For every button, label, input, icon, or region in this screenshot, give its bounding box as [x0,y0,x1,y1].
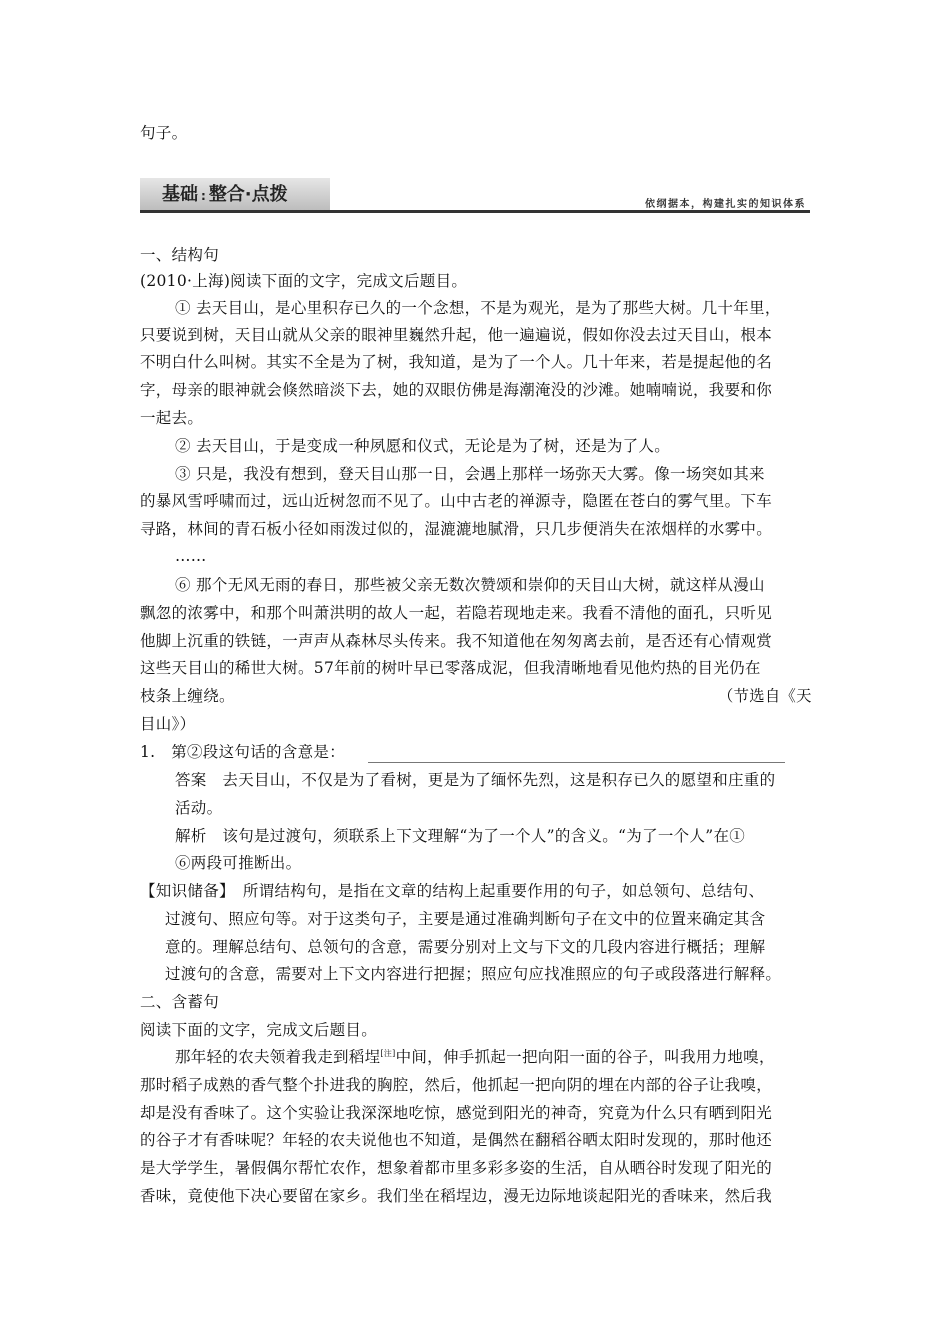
passage-line: 飘忽的浓雾中，和那个叫萧洪明的故人一起，若隐若现地走来。我看不清他的面孔，只听见 [140,604,773,622]
header-title-b: 整合·点拨 [208,184,288,205]
header-slogan: 依纲据本，构建扎实的知识体系 [645,199,806,210]
passage-line: 一起去。 [140,409,204,427]
header-sep: : [201,189,206,203]
passage2-line-end: 中间，伸手抓起一把向阳一面的谷子，叫我用力地嗅， [395,1048,775,1066]
passage2-line-start: 那年轻的农夫领着我走到稻埕 [175,1048,381,1066]
passage-line: 不明白什么叫树。其实不全是为了树，我知道，是为了一个人。几十年来，若是提起他的名 [140,353,773,371]
header-title [162,184,288,207]
passage-line: ③ 只是，我没有想到，登天目山那一日，会遇上那样一场弥天大雾。像一场突如其来 [175,465,765,483]
section2-instruction: 阅读下面的文字，完成文后题目。 [140,1021,378,1039]
source-note-cont: 目山》） [140,715,196,733]
passage2-line: 却是没有香味了。这个实验让我深深地吃惊，感觉到阳光的神奇，究竟为什么只有晒到阳光 [140,1104,773,1122]
passage2-line: 香味，竟使他下决心要留在家乡。我们坐在稻埕边，漫无边际地谈起阳光的香味来，然后我 [140,1187,773,1205]
passage-line: 只要说到树，天目山就从父亲的眼神里巍然升起，他一遍遍说，假如你没去过天目山，根本 [140,326,773,344]
analysis-line: 解析 该句是过渡句，须联系上下文理解“为了一个人”的含义。“为了一个人”在① [175,827,746,845]
section1-source-line: (2010·上海)阅读下面的文字，完成文后题目。 [140,272,468,290]
passage2-line [175,1047,775,1067]
passage-line: ⑥ 那个无风无雨的春日，那些被父亲无数次赞颂和崇仰的天目山大树，就这样从漫山 [175,576,765,594]
passage-line: ① 去天目山，是心里积存已久的一个念想，不是为观光，是为了那些大树。几十年里， [175,299,781,317]
section-header [140,178,810,214]
passage-line: 的暴风雪呼啸而过，远山近树忽而不见了。山中古老的禅源寺，隐匿在苍白的雾气里。下车 [140,492,773,510]
answer-line: 答案 去天目山，不仅是为了看树，更是为了缅怀先烈，这是积存已久的愿望和庄重的 [175,771,776,789]
knowledge-line: 意的。理解总结句、总领句的含意，需要分别对上文与下文的几段内容进行概括；理解 [165,938,766,956]
knowledge-line: 过渡句的含意，需要对上下文内容进行把握；照应句应找准照应的句子或段落进行解释。 [165,965,782,983]
passage-line: 枝条上缠绕。 [140,687,235,705]
section1-heading: 一、结构句 [140,246,220,264]
question-1: 1. 第②段这句话的含意是： [140,743,345,761]
passage-line: 这些天目山的稀世大树。57年前的树叶早已零落成泥，但我清晰地看见他灼热的目光仍在 [140,659,761,677]
header-rule [140,210,810,213]
section2-heading: 二、含蓄句 [140,993,220,1011]
knowledge-line: 过渡句、照应句等。对于这类句子，主要是通过准确判断句子在文中的位置来确定其含 [165,910,766,928]
passage2-line: 那时稻子成熟的香气整个扑进我的胸腔，然后，他抓起一把向阴的埋在内部的谷子让我嗅， [140,1076,773,1094]
passage-line: 寻路，林间的青石板小径如雨泼过似的，湿漉漉地腻滑，只几步便消失在浓烟样的水雾中。 [140,520,773,538]
passage2-line: 是大学学生，暑假偶尔帮忙农作，想象着都市里多彩多姿的生活，自从晒谷时发现了阳光的 [140,1159,773,1177]
top-fragment: 句子。 [140,124,188,142]
footnote-marker: [注] [380,1048,396,1058]
passage-line: ② 去天目山，于是变成一种夙愿和仪式，无论是为了树，还是为了人。 [175,437,671,455]
header-box [140,178,330,210]
passage-ellipsis: …… [175,547,207,565]
knowledge-line: 【知识储备】 所谓结构句，是指在文章的结构上起重要作用的句子，如总领句、总结句、 [140,882,765,900]
source-note: （节选自《天 [718,687,812,705]
analysis-line: ⑥两段可推断出。 [175,854,302,872]
header-title-a: 基础 [162,184,198,205]
answer-blank [368,762,785,763]
answer-line: 活动。 [175,799,223,817]
passage2-line: 的谷子才有香味呢？年轻的农夫说他也不知道，是偶然在翻稻谷晒太阳时发现的，那时他还 [140,1131,773,1149]
passage-line: 字，母亲的眼神就会倏然暗淡下去，她的双眼仿佛是海潮淹没的沙滩。她喃喃说，我要和你 [140,381,773,399]
passage-line: 他脚上沉重的铁链，一声声从森林尽头传来。我不知道他在匆匆离去前，是否还有心情观赏 [140,632,773,650]
